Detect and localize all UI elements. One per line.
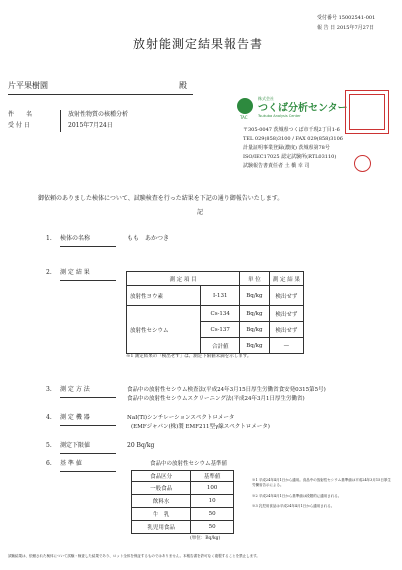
- recipient-honorific: 殿: [179, 81, 187, 90]
- intro-text: 御依頼のありました検体について、試験検査を行った結果を下記の通り御報告いたします。: [38, 195, 284, 202]
- ki-label: 記: [197, 209, 204, 216]
- sample-name: もも あかつき: [127, 235, 170, 242]
- standards-side-notes: [252, 478, 394, 509]
- section-6-underline: [60, 471, 116, 472]
- iodine-unit: Bq/kg: [240, 286, 270, 306]
- cs134-result: 検出せず: [269, 306, 303, 322]
- table-row: [127, 286, 304, 306]
- results-note: ※1 測定結果の「検出せず」は、測定下限値未満を示します。: [126, 354, 252, 359]
- issuer-address: 〒305-0047 茨城県つくば市千現2丁目1-6: [243, 127, 340, 133]
- received-date-value: 2015年7月24日: [68, 122, 113, 129]
- side-note: ※1 平成24年4月1日から適用。食品中の放射性セシウム基準値は平成24年3月15日厚生労働省告示による。: [252, 478, 391, 488]
- section-5-label: 測定下限値: [60, 442, 91, 449]
- standard-category: 牛 乳: [132, 508, 191, 521]
- standard-value: 100: [191, 482, 234, 495]
- recipient-underline: [8, 94, 193, 95]
- standards-table: [131, 470, 234, 534]
- section-6-number: 6.: [46, 460, 52, 467]
- standard-category: 飲料水: [132, 495, 191, 508]
- standards-header-row: [132, 471, 234, 482]
- total-unit: Bq/kg: [240, 338, 270, 354]
- report-date: 報 告 日 2015年7月27日: [317, 25, 375, 31]
- table-row: [132, 521, 234, 534]
- standards-header-category: 食品区分: [132, 471, 191, 482]
- total-result: —: [269, 338, 303, 354]
- subject-value: 放射性物質の核種分析: [68, 111, 129, 118]
- issuer-certification-2: ISO/IEC17025 認定試験所(RTL03110): [243, 154, 337, 160]
- standards-caption: 食品中の放射性セシウム基準値: [150, 461, 227, 467]
- receipt-number: 受付番号 15002541-001: [317, 15, 376, 21]
- detection-limit: 20 Bq/kg: [127, 442, 155, 449]
- table-row: [127, 306, 304, 322]
- section-3-number: 3.: [46, 386, 52, 393]
- cs134-unit: Bq/kg: [240, 306, 270, 322]
- issuer-tel-fax: TEL 029(858)3100 / FAX 029(858)3106: [243, 136, 343, 142]
- subject-divider: [60, 110, 61, 132]
- cs137-unit: Bq/kg: [240, 322, 270, 338]
- issuer-responsible-person: 試験報告書責任者 土 橋 幸 司: [243, 163, 310, 169]
- standard-value: 50: [191, 508, 234, 521]
- table-row: [132, 482, 234, 495]
- total-label: 合計値: [201, 338, 240, 354]
- logo-badge: TAC: [240, 115, 248, 120]
- cs134-nuclide: Cs-134: [201, 306, 240, 322]
- company-logo-icon: [237, 98, 253, 114]
- footer-disclaimer: 試験結果は、依頼された検体について試験・検査した結果であり、ロット全体を保証するものではありません。本報告書を許可なく複製することを禁止します。: [8, 554, 260, 558]
- section-5-underline: [60, 453, 116, 454]
- section-2-label: 測 定 結 果: [60, 269, 90, 276]
- method-line-2: 食品中の放射性セシウムスクリーニング法(平成24年3月1日厚生労働省): [127, 396, 305, 402]
- company-seal-stamp: [345, 90, 389, 134]
- section-3-underline: [60, 397, 116, 398]
- standards-unit: (単位：Bq/kg): [190, 536, 221, 541]
- subject-label: 件 名: [8, 111, 33, 118]
- header-item: 測 定 項 目: [127, 272, 240, 286]
- method-line-1: 食品中の放射性セシウム検査法(平成24年3月15日厚生労働省食安発0315第5号): [127, 387, 326, 393]
- cesium-label: 放射性セシウム: [127, 306, 201, 354]
- instrument-line-1: NaI(Tl)シンチレーションスペクトロメータ: [127, 415, 235, 421]
- standards-header-value: 基準値: [191, 471, 234, 482]
- results-table: [126, 271, 304, 354]
- section-1-label: 検体の名称: [60, 235, 91, 242]
- results-header-row: [127, 272, 304, 286]
- section-1-underline: [60, 246, 116, 247]
- section-4-underline: [60, 425, 116, 426]
- issuer-certification-1: 計量証明事業登録(濃度) 茨城県第78号: [243, 145, 330, 151]
- standard-value: 50: [191, 521, 234, 534]
- section-5-number: 5.: [46, 442, 52, 449]
- page-title: 放射能測定結果報告書: [133, 37, 264, 51]
- side-note: ※3 乳児用食品は平成24年4月1日から適用される。: [252, 503, 335, 508]
- recipient-name: 片平果樹園: [8, 81, 48, 90]
- section-6-label: 基 準 値: [60, 460, 82, 467]
- section-3-label: 測 定 方 法: [60, 386, 90, 393]
- table-row: [132, 508, 234, 521]
- received-date-label: 受 付 日: [8, 122, 30, 129]
- standard-category: 乳児用食品: [132, 521, 191, 534]
- section-1-number: 1.: [46, 235, 52, 242]
- section-4-label: 測 定 機 器: [60, 414, 90, 421]
- standard-value: 10: [191, 495, 234, 508]
- iodine-label: 放射性ヨウ素: [127, 286, 201, 306]
- side-note: ※2 平成24年4月1日から基準値は段階的に適用される。: [252, 493, 342, 498]
- logo-company-prefix: 株式会社: [258, 96, 274, 101]
- header-result: 測 定 結 果: [269, 272, 303, 286]
- iodine-nuclide: I-131: [201, 286, 240, 306]
- section-4-number: 4.: [46, 414, 52, 421]
- cs137-nuclide: Cs-137: [201, 322, 240, 338]
- table-row: [132, 495, 234, 508]
- instrument-line-2: (EMFジャパン(株)製 EMF211型γ線スペクトロメータ): [131, 424, 270, 430]
- personal-seal-stamp: [354, 155, 371, 172]
- cs137-result: 検出せず: [269, 322, 303, 338]
- standard-category: 一般食品: [132, 482, 191, 495]
- iodine-result: 検出せず: [269, 286, 303, 306]
- section-2-underline: [60, 280, 116, 281]
- logo-company-name: つくば分析センター: [258, 103, 348, 114]
- logo-english-name: Tsukuba Analysis Center: [258, 114, 301, 118]
- header-unit: 単 位: [240, 272, 270, 286]
- section-2-number: 2.: [46, 269, 52, 276]
